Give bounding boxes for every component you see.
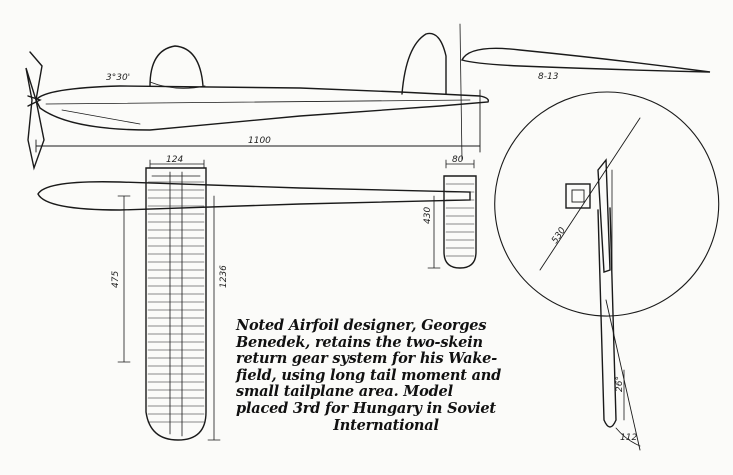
prop-diameter-label: 8-13 — [538, 72, 559, 82]
tail-span-label: 430 — [423, 206, 433, 224]
caption-line: small tailplane area. Model — [236, 383, 453, 401]
wing-pylon — [150, 46, 203, 86]
airfoil-section — [462, 48, 710, 82]
caption — [236, 318, 591, 434]
caption-line: field, using long tail moment and — [236, 366, 502, 384]
caption-line: Benedek, retains the two-skein — [236, 333, 483, 351]
wing-chord-label: 124 — [166, 155, 184, 165]
prop-radius-label: 530 — [550, 225, 569, 246]
caption-line: placed 3rd for Hungary in Soviet — [236, 399, 496, 417]
prop-hub — [566, 184, 590, 208]
prop-angle-label: 26° — [615, 376, 625, 392]
wing-inner-span-label: 475 — [111, 270, 121, 288]
tailplane-plan — [444, 176, 476, 268]
dihedral-label: 3°30' — [106, 73, 131, 83]
caption-line: return gear system for his Wake- — [236, 350, 498, 368]
fin-side — [402, 33, 446, 94]
length-label: 1100 — [248, 136, 271, 146]
caption-line: Noted Airfoil designer, Georges — [236, 317, 487, 334]
caption-line: International — [333, 416, 439, 434]
propeller-side — [26, 52, 44, 168]
side-view — [26, 24, 488, 168]
wing-ribs — [148, 182, 204, 422]
tail-chord-label: 80 — [452, 155, 464, 165]
fuselage-side — [36, 86, 488, 130]
wing-span-label: 1236 — [219, 265, 229, 288]
fuselage-plan — [38, 182, 470, 210]
prop-root-label: 112 — [620, 433, 638, 443]
